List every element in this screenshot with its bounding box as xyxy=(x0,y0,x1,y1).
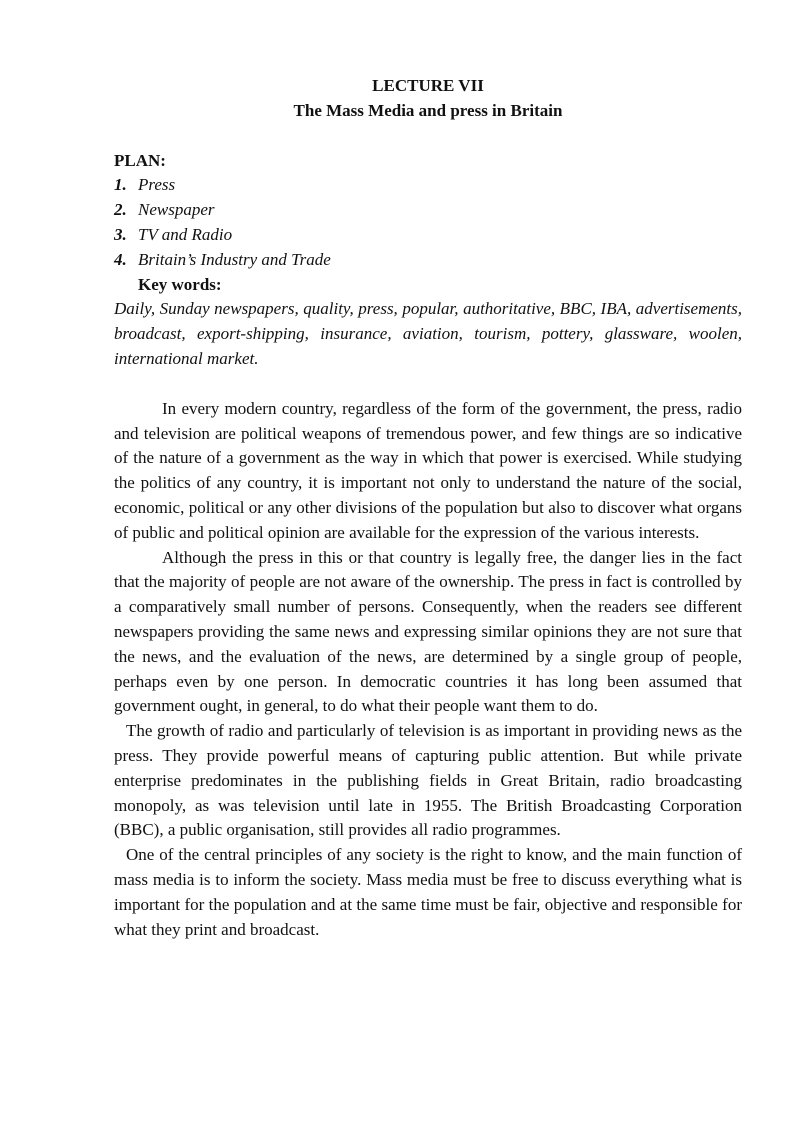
document-page xyxy=(114,74,742,942)
paragraph: One of the central principles of any society is the right to know, and the main function of mass media is to inform the society. Mass media must be free to discuss everything what is important for the population and at the same time must be fair, objective and responsible for what they print and broadcast. xyxy=(114,845,742,939)
plan-item xyxy=(114,173,742,198)
plan-item xyxy=(114,223,742,248)
plan-item-label: Britain’s Industry and Trade xyxy=(138,249,331,269)
plan-item-number: 4. xyxy=(114,249,127,269)
paragraph: The growth of radio and particularly of television is as important in providing news as the press. They provide powerful means of capturing public attention. But while private enterprise predominates in the publishing fields in Great Britain, radio broadcasting monopoly, as was television until late in 1955. The British Broadcasting Corporation (BBC), a public organisation, still provides all radio programmes. xyxy=(114,721,742,840)
plan-list xyxy=(114,173,742,272)
body-text xyxy=(114,397,742,943)
plan-item-number: 2. xyxy=(114,200,127,220)
paragraph: In every modern country, regardless of the form of the government, the press, radio and television are political weapons of tremendous power, and few things are so indicative of the nature of a government as the way in which that power is exercised. While studying the politics of any country, it is important not only to understand the nature of the social, economic, political or any other divisions of the population but also to discover what organs of public and political opinion are available for the expression of the various interests. xyxy=(114,398,742,542)
plan-item xyxy=(114,248,742,273)
plan-item xyxy=(114,198,742,223)
lecture-number: LECTURE VII xyxy=(372,76,484,95)
keywords-heading: Key words: xyxy=(138,274,222,294)
plan-item-label: Press xyxy=(138,175,176,195)
plan-item-label: Newspaper xyxy=(138,200,215,220)
plan-item-number: 1. xyxy=(114,175,127,195)
lecture-title: The Mass Media and press in Britain xyxy=(293,100,563,120)
plan-heading: PLAN: xyxy=(114,150,166,170)
keywords-text: Daily, Sunday newspapers, quality, press, popular, authoritative, BBC, IBA, advertisements, broadcast, export-shipping, insurance, aviation, tourism, pottery, glassware, woolen, international market. xyxy=(114,299,742,368)
plan-item-label: TV and Radio xyxy=(138,224,233,244)
paragraph: Although the press in this or that country is legally free, the danger lies in the fact that the majority of people are not aware of the ownership. The press in fact is controlled by a comparatively small number of persons. Consequently, when the readers see different newspapers providing the same news and expressing similar opinions they are not sure that the news, and the evaluation of the news, are determined by a single group of people, perhaps even by one person. In democratic countries it has long been assumed that government ought, in general, to do what their people want them to do. xyxy=(114,547,742,716)
plan-item-number: 3. xyxy=(114,224,127,244)
